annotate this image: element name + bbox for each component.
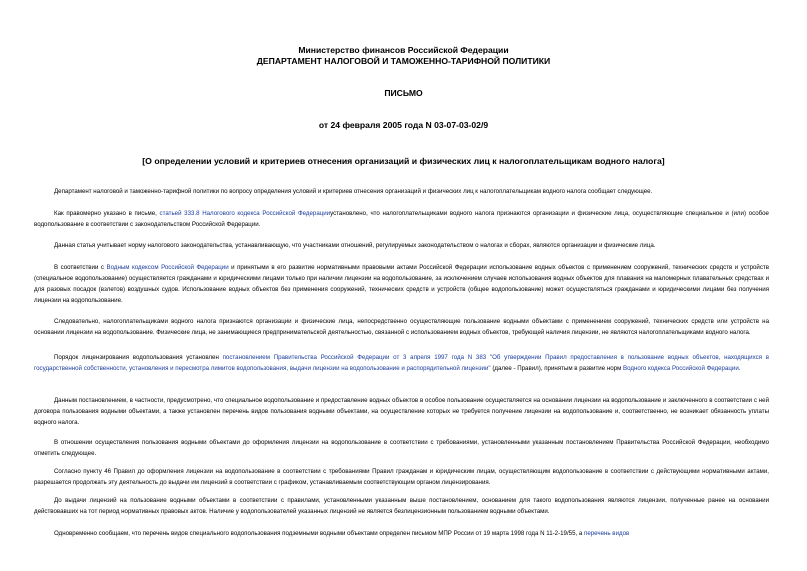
- paragraph-5: Следовательно, налогоплательщиками водного налога признаются организации и физические лица, непосредственно осуществляющие пользование водными объектами с применением сооружений, технических средств или устройств на основании лицензии на водопользование. Физические лица, не занимающиеся предпринимательской деятельностью, связанной с использованием водных объектов, требующей наличия лицензии, не являются налогоплательщиками водного налога.: [34, 318, 769, 337]
- paragraph-1: Департамент налоговой и таможенно-тарифной политики по вопросу определения условий и критериев отнесения организаций и физических лиц к налогоплательщикам водного налога сообщает следующее.: [54, 188, 653, 195]
- paragraph-text: .: [738, 365, 741, 373]
- tax-code-article-link[interactable]: статьей 333.8 Налогового кодекса Российской Федерации: [159, 210, 331, 217]
- types-list-link[interactable]: перечень видов: [584, 530, 630, 537]
- paragraph-4: [34, 262, 769, 306]
- water-code-link-2[interactable]: Водного кодекса Российской Федерации: [623, 365, 739, 373]
- water-code-link[interactable]: Водным кодексом Российской Федерации: [106, 264, 229, 271]
- department-name: ДЕПАРТАМЕНТ НАЛОГОВОЙ И ТАМОЖЕННО-ТАРИФНОЙ ПОЛИТИКИ: [256, 56, 551, 66]
- paragraph-11: [34, 528, 769, 539]
- paragraph-text: (далее - Правил), принятым в развитие норм: [490, 365, 623, 373]
- paragraph-9: Согласно пункту 46 Правил до оформления лицензии на водопользование в соответствии с требованиями Правил гражданам и юридическим лицам, осуществляющим водопользование в соответствии с действующими нормативными актами, разрешается продолжать эту деятельность до выдачи им лицензий в соответствии с графиком, устанавливаемым соответствующим органом лицензирования.: [34, 468, 769, 487]
- document-date: от 24 февраля 2005 года N 03-07-03-02/9: [318, 120, 489, 130]
- paragraph-text: и принятыми в его развитие нормативными правовыми актами Российской Федерации использование водных объектов с применением сооружений, технических средств и устройств (специальное водопользование) осуществляется гражданами и юридическими лицами только при наличии лицензии на водопользование, за исключением случаев использования водных объектов для плавания на маломерных плавательных средствах и для разовых посадок (взлетов) воздушных судов. Использование водных объектов без применения сооружений, технических средств и устройств (общее водопользование) может осуществляться гражданами и юридическими лицами без получения лицензии на водопользование.: [34, 264, 769, 305]
- document-title: [О определении условий и критериев отнесения организаций и физических лиц к налогоплательщикам водного налога]: [142, 156, 665, 166]
- paragraph-text: установлено, что налогоплательщиками водного налога признаются организации и физические лица, осуществляющие специальное и (или) особое водопользование в соответствии с законодательством Российской Федерации.: [34, 210, 769, 229]
- paragraph-text: Одновременно сообщаем, что перечень видов специального водопользования подземными водными объектами определен письмом МПР России от 19 марта 1998 года N 11-2-19/55, а: [54, 530, 585, 537]
- paragraph-10: До выдачи лицензий на пользование водными объектами в соответствии с правилами, установленными указанным выше постановлением, основанием для такого водопользования являются лицензии, полученные ранее на основании действовавших на тот период нормативных правовых актов. Наличие у водопользователей указанных лицензий не является безлицензионным пользованием водными объектами.: [34, 497, 769, 516]
- ministry-name: Министерство финансов Российской Федерации: [298, 45, 509, 55]
- paragraph-3: Данная статья учитывает норму налогового законодательства, устанавливающую, что участниками отношений, регулируемых законодательством о налогах и сборах, являются организации и физические лица.: [54, 242, 656, 249]
- paragraph-8: В отношении осуществления пользования водными объектами до оформления лицензии на водопользование в соответствии с требованиями, установленными указанным постановлением Правительства Российской Федерации, необходимо отметить следующее.: [34, 439, 769, 458]
- document-type: ПИСЬМО: [384, 88, 423, 98]
- paragraph-text: Порядок лицензирования водопользования установлен: [54, 354, 223, 361]
- paragraph-2: [34, 208, 769, 230]
- government-resolution-link[interactable]: постановлением Правительства Российской Федерации от 3 апреля 1997 года N 383 "Об утверждении Правил предоставления в пользование водных объектов, находящихся в государственной собственности, установления и пересмотра лимитов водопользования, выдачи лицензии на водопользование и распорядительной лицензии": [34, 354, 769, 373]
- paragraph-text: Как правомерно указано в письме,: [54, 210, 160, 217]
- paragraph-7: Данным постановлением, в частности, предусмотрено, что специальное водопользование и предоставление водных объектов в особое пользование осуществляется на основании лицензии на водопользование и заключенного в соответствии с ней договора пользования водными объектами, а также установлен перечень видов пользования водными объектами, на осуществление которых не требуется получение лицензии на водопользование и, соответственно, не возникает обязанность уплаты водного налога.: [34, 397, 769, 427]
- paragraph-6: [34, 352, 769, 374]
- paragraph-text: В соответствии с: [54, 264, 107, 271]
